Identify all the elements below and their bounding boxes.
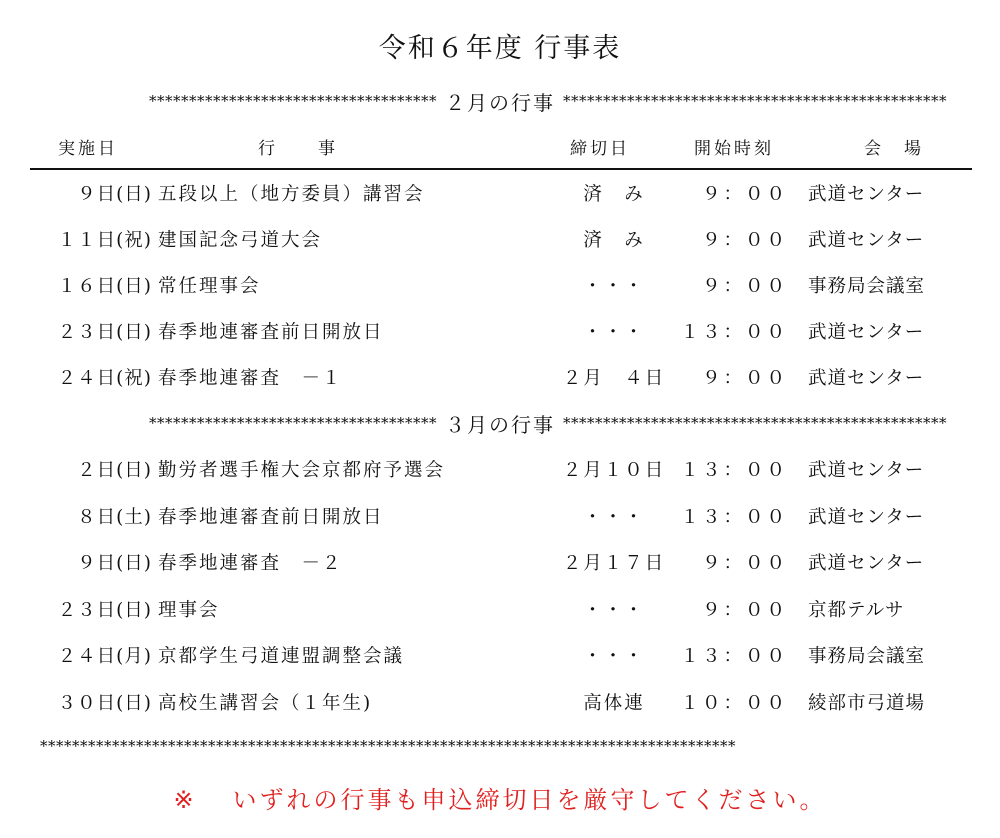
table-row bbox=[0, 689, 1000, 719]
table-header bbox=[32, 132, 972, 160]
event-start-time: ９：００ bbox=[701, 599, 788, 621]
event-venue: 事務局会議室 bbox=[808, 276, 926, 297]
event-venue: 武道センター bbox=[808, 368, 925, 389]
event-deadline: ２月１７日 bbox=[562, 553, 666, 574]
table-row bbox=[0, 456, 1000, 486]
event-start-time: ９：００ bbox=[701, 368, 788, 389]
event-venue: 武道センター bbox=[808, 460, 925, 481]
table-row bbox=[0, 272, 1000, 302]
event-start-time: １３：００ bbox=[680, 646, 788, 667]
event-name: 建国記念弓道大会 bbox=[158, 230, 323, 251]
divider-stars: ************************************ bbox=[149, 414, 437, 432]
february-section-label: ２月の行事 bbox=[445, 90, 555, 114]
event-deadline: ・・・ bbox=[583, 322, 645, 343]
event-name: 春季地連審査前日開放日 bbox=[158, 506, 384, 528]
header-deadline: 締切日 bbox=[570, 139, 630, 159]
event-date: １１日(祝) bbox=[57, 230, 152, 251]
event-start-time: ９：００ bbox=[701, 553, 788, 574]
event-date: ２３日(日) bbox=[57, 322, 152, 343]
event-name: 常任理事会 bbox=[158, 276, 261, 297]
event-venue: 武道センター bbox=[808, 322, 925, 343]
event-venue: 武道センター bbox=[808, 184, 925, 205]
notice-mark: ※ bbox=[173, 786, 197, 814]
header-event: 行 事 bbox=[258, 139, 338, 159]
table-row bbox=[0, 642, 1000, 672]
event-deadline: 済 み bbox=[583, 230, 645, 251]
event-name: 五段以上（地方委員）講習会 bbox=[158, 184, 425, 205]
event-start-time: ９：００ bbox=[701, 184, 788, 205]
divider-stars: ************************************************ bbox=[563, 92, 947, 110]
notice-text: いずれの行事も申込締切日を厳守してください。 bbox=[232, 786, 827, 814]
event-start-time: １３：００ bbox=[680, 460, 788, 481]
table-row bbox=[0, 503, 1000, 533]
event-venue: 事務局会議室 bbox=[808, 646, 926, 667]
event-venue: 武道センター bbox=[808, 506, 925, 528]
event-deadline: ２月１０日 bbox=[562, 460, 666, 481]
event-name: 勤労者選手権大会京都府予選会 bbox=[158, 460, 446, 481]
event-deadline: ２月 ４日 bbox=[562, 368, 666, 389]
event-date: ８日(土) bbox=[77, 506, 152, 528]
event-start-time: １３：００ bbox=[680, 322, 788, 343]
event-date: ９日(日) bbox=[77, 184, 152, 205]
event-deadline: 済 み bbox=[583, 184, 645, 205]
event-date: ２４日(月) bbox=[57, 646, 152, 667]
event-venue: 京都テルサ bbox=[808, 599, 905, 621]
header-rule bbox=[30, 168, 972, 170]
event-name: 春季地連審査前日開放日 bbox=[158, 322, 384, 343]
divider-stars: *************************************************************************************** bbox=[40, 737, 736, 755]
event-deadline: ・・・ bbox=[583, 276, 645, 297]
event-venue: 武道センター bbox=[808, 553, 925, 574]
event-start-time: ９：００ bbox=[701, 276, 788, 297]
table-row bbox=[0, 549, 1000, 579]
header-venue: 会 場 bbox=[864, 139, 924, 159]
table-row bbox=[0, 180, 1000, 210]
event-date: ９日(日) bbox=[77, 553, 152, 574]
event-date: １６日(日) bbox=[57, 276, 152, 297]
header-date: 実施日 bbox=[58, 139, 118, 159]
march-section-label: ３月の行事 bbox=[445, 412, 555, 436]
event-name: 理事会 bbox=[158, 599, 220, 621]
closing-divider bbox=[40, 733, 960, 759]
event-start-time: ９：００ bbox=[701, 230, 788, 251]
event-date: ２日(日) bbox=[77, 460, 152, 481]
event-name: 春季地連審査 －２ bbox=[158, 553, 343, 574]
event-start-time: １３：００ bbox=[680, 506, 788, 528]
event-deadline: ・・・ bbox=[583, 646, 645, 667]
table-row bbox=[0, 364, 1000, 394]
event-name: 春季地連審査 －１ bbox=[158, 368, 343, 389]
event-name: 高校生講習会（１年生) bbox=[158, 692, 373, 714]
event-date: ２４日(祝) bbox=[57, 368, 152, 389]
header-start-time: 開始時刻 bbox=[694, 139, 774, 159]
event-deadline: ・・・ bbox=[583, 599, 645, 621]
table-row bbox=[0, 596, 1000, 626]
page-title: 令和６年度 行事表 bbox=[378, 33, 622, 64]
event-deadline: 高体連 bbox=[583, 692, 645, 714]
february-section-divider bbox=[40, 88, 960, 114]
march-section-divider bbox=[40, 410, 960, 436]
table-row bbox=[0, 226, 1000, 256]
event-date: ２３日(日) bbox=[57, 599, 152, 621]
event-deadline: ・・・ bbox=[583, 506, 645, 528]
divider-stars: ************************************************ bbox=[563, 414, 947, 432]
event-venue: 綾部市弓道場 bbox=[808, 692, 926, 714]
event-venue: 武道センター bbox=[808, 230, 925, 251]
table-row bbox=[0, 318, 1000, 348]
divider-stars: ************************************ bbox=[149, 92, 437, 110]
event-date: ３０日(日) bbox=[57, 692, 152, 714]
event-name: 京都学生弓道連盟調整会議 bbox=[158, 646, 405, 667]
event-start-time: １０：００ bbox=[680, 692, 788, 714]
deadline-notice bbox=[0, 780, 1000, 815]
